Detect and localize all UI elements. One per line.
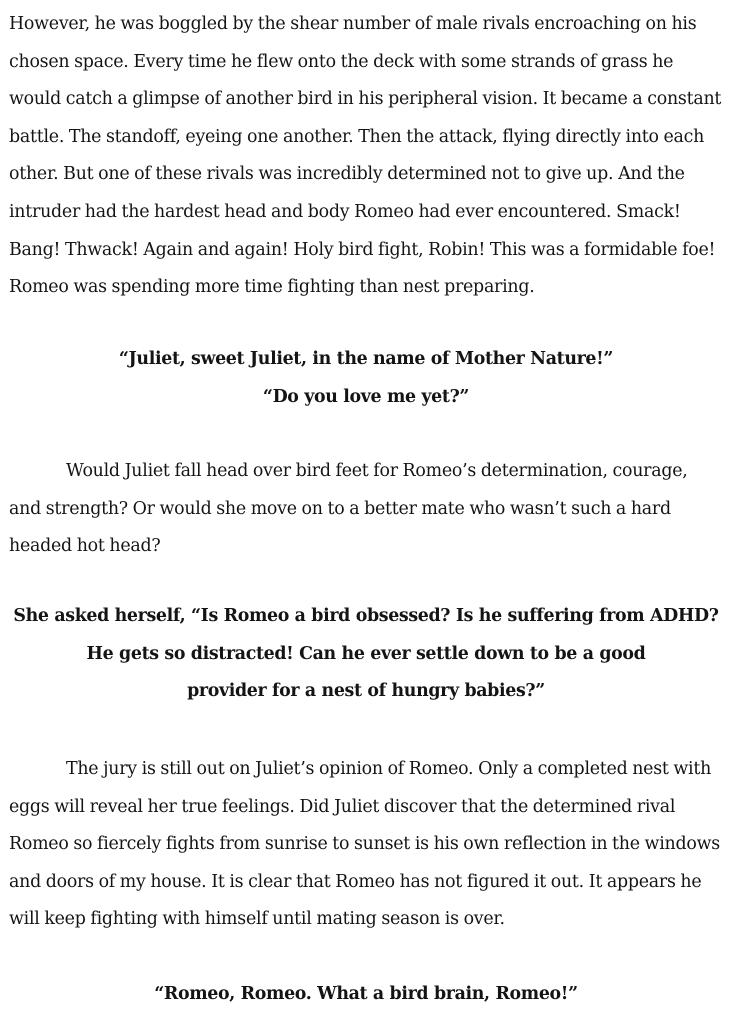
body-paragraph-jury-is-out: The jury is still out on Juliet’s opinion of Romeo. Only a completed nest with eggs will reveal her true feelings. Did Juliet discover that the determined rival Romeo so fiercely fights from sunrise to sunset is his own reflection in the windows and doors of my house. It is clear that Romeo has not figured it out. It appears he will keep fighting with himself until mating season is over. — [9, 759, 720, 930]
quote-juliet-sweet-juliet — [0, 341, 732, 416]
body-paragraph-would-juliet: Would Juliet fall head over bird feet for Romeo’s determination, courage, and strength? Or would she move on to a better mate who wasn’t such a hard headed hot head? — [9, 461, 688, 557]
quote-line: “Juliet, sweet Juliet, in the name of Mother Nature!” — [118, 349, 614, 369]
quote-bird-brain — [0, 976, 732, 1014]
quote-line: He gets so distracted! Can he ever settle down to be a good — [86, 643, 646, 664]
quote-she-asked-herself — [0, 598, 732, 711]
quote-line: “Romeo, Romeo. What a bird brain, Romeo!” — [154, 984, 578, 1004]
body-paragraph-rivals: However, he was boggled by the shear number of male rivals encroaching on his chosen space. Every time he flew onto the deck with some strands of grass he would catch a glimpse of another bird in his peripheral vision. It became a constant battle. The standoff, eyeing one another. Then the attack, flying directly into each other. But one of these rivals was incredibly determined not to give up. And the intruder had the hardest head and body Romeo had ever encountered. Smack! Bang! Thwack! Again and again! Holy bird fight, Robin! This was a formidable foe! Romeo was spending more time fighting than nest preparing. — [9, 14, 722, 298]
quote-line: provider for a nest of hungry babies?” — [187, 681, 545, 702]
quote-line: She asked herself, “Is Romeo a bird obsessed? Is he suffering from ADHD? — [13, 606, 719, 626]
quote-line: “Do you love me yet?” — [262, 386, 470, 407]
